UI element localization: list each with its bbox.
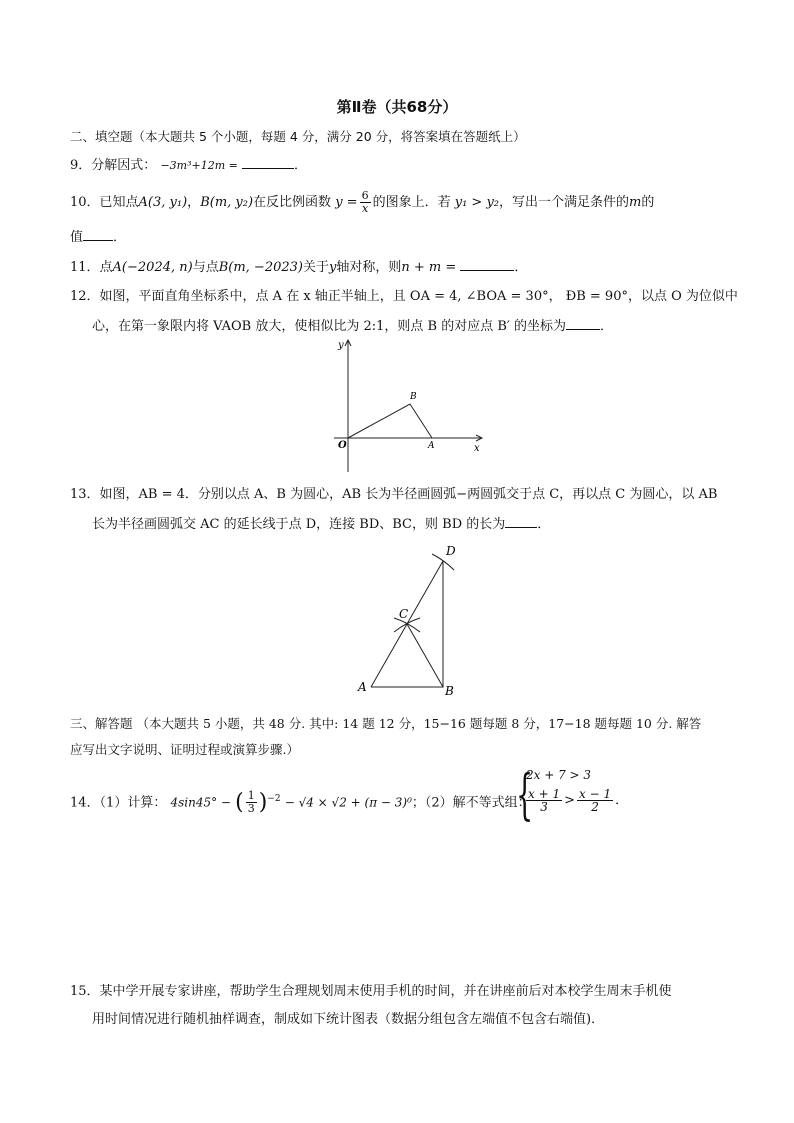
q10-text-e: 的	[641, 195, 655, 210]
label-a: A	[428, 441, 435, 451]
q14-ineq2-operator: >	[564, 793, 575, 808]
q10-text-line2: 值	[70, 230, 84, 245]
q11-point-b: B(m, −2023)	[218, 260, 303, 275]
q10-point-b: B(m, y₂)	[200, 195, 254, 210]
q14-expression-a: 4sin45° −	[170, 795, 231, 810]
q10-function-lhs: y =	[335, 195, 358, 210]
q14-number: 14．（1）计算：	[70, 795, 167, 811]
segment-cd	[407, 561, 443, 624]
q10-fraction-numerator: 6	[361, 189, 369, 202]
q10-text-c: 的图象上．若	[372, 195, 451, 210]
q10-answer-blank[interactable]	[83, 228, 113, 241]
question-10-line-1	[70, 190, 654, 215]
q11-text-b: 与点	[192, 260, 219, 275]
q14-fraction	[246, 790, 257, 815]
figure-12-coordinate-diagram	[328, 336, 488, 476]
q10-condition: y₁ > y₂	[454, 195, 500, 210]
label-o: O	[338, 440, 347, 451]
q11-axis: y	[329, 260, 337, 275]
section-3-heading-line-2: 应写出文字说明、证明过程或演算步骤.）	[70, 742, 299, 757]
label-d: D	[446, 544, 456, 558]
page-title: 第Ⅱ卷（共68分）	[336, 98, 458, 116]
q10-point-a: A(3, y₁)	[138, 195, 188, 210]
q14-separator: ；（2）解不等式组：	[411, 795, 531, 811]
brace-icon: {	[516, 763, 534, 826]
q14-inequality-1: 2x + 7 > 3	[526, 768, 592, 782]
q10-end: ．	[113, 230, 127, 245]
question-10-line-2	[70, 228, 126, 247]
q14-fraction-numerator: 1	[247, 789, 255, 803]
q10-variable-m: m	[629, 195, 642, 210]
q10-text-b: 在反比例函数	[253, 195, 332, 210]
q10-function-fraction	[360, 190, 371, 215]
q14-inequality-system	[516, 763, 656, 828]
q14-fraction-denominator: 3	[247, 802, 255, 816]
q13-end: ．	[537, 517, 551, 532]
q9-expression: −3m³+12m =	[160, 159, 238, 172]
label-c: C	[399, 607, 409, 621]
question-12-line-2	[92, 317, 613, 336]
q14-inequality-2	[524, 788, 628, 813]
question-11	[70, 258, 527, 277]
question-14: 14．（1）计算： 4sin45° − ( $\frac{1}{3}$ )$^{-2}$ − √4 × √2 + (π − 3)⁰；（2）解不等式组：	[70, 789, 531, 816]
question-12-line-1: 12．如图，平面直角坐标系中，点 A 在 x 轴正半轴上，且 OA = 4, ∠BOA = 30°， ÐB = 90°，以点 O 为位似中	[70, 289, 738, 304]
question-13-line-1: 13．如图，AB = 4．分别以点 A、B 为圆心，AB 长为半径画圆弧−两圆弧交于点 C，再以点 C 为圆心，以 AB	[70, 487, 718, 502]
label-a: A	[358, 680, 367, 694]
q10-text-a: 10．已知点	[70, 195, 139, 210]
triangle-abc	[371, 624, 443, 687]
question-15-line-1: 15．某中学开展专家讲座，帮助学生合理规划周末使用手机的时间，并在讲座前后对本校学生周末手机使	[70, 984, 672, 999]
q14-end: ．	[615, 793, 629, 808]
q11-end: ．	[514, 260, 528, 275]
label-y: y	[338, 340, 344, 351]
q14-ineq2-left-numerator: x + 1	[528, 787, 561, 801]
q12-end: ．	[600, 319, 614, 334]
q11-text-a: 11．点	[70, 260, 113, 275]
q13-answer-blank[interactable]	[505, 515, 537, 528]
q9-text: 分解因式：	[91, 158, 157, 173]
figure-13-construction-diagram	[350, 540, 470, 700]
q11-text-c: 关于	[302, 260, 329, 275]
q12-answer-blank[interactable]	[566, 317, 600, 330]
section-2-heading: 二、填空题（本大题共 5 个小题，每题 4 分，满分 20 分，将答案填在答题纸上）	[70, 129, 526, 144]
q14-exponent: −2	[267, 794, 281, 804]
q11-answer-blank[interactable]	[460, 258, 514, 271]
q9-answer-blank[interactable]	[242, 156, 294, 169]
label-b: B	[410, 392, 417, 402]
q11-point-a: A(−2024, n)	[112, 260, 193, 275]
q9-number: 9．	[70, 158, 92, 173]
q10-fraction-denominator: x	[361, 202, 369, 215]
q10-text-d: ，写出一个满足条件的	[499, 195, 630, 210]
q14-ineq2-left-denominator: 3	[540, 800, 548, 814]
q14-expression-b: − √4 × √2 + (π − 3)⁰	[284, 795, 412, 810]
q10-separator: ，	[187, 195, 201, 210]
q14-ineq2-right-numerator: x − 1	[579, 787, 612, 801]
section-3-heading-line-1: 三、解答题 （本大题共 5 小题，共 48 分. 其中: 14 题 12 分，15−16 题每题 8 分，17−18 题每题 10 分. 解答	[70, 716, 702, 731]
question-13-line-2	[92, 515, 550, 534]
question-9: 9．分解因式： −3m³+12m = ．	[70, 158, 308, 173]
question-15-line-2: 用时间情况进行随机抽样调查，制成如下统计图表（数据分组包含左端值不包含右端值)．	[92, 1012, 605, 1027]
label-b: B	[445, 684, 454, 698]
triangle-aob	[348, 404, 432, 438]
q11-expression: n + m =	[401, 260, 457, 275]
q12-text-line2: 心，在第一象限内将 VAOB 放大，使相似比为 2:1，则点 B 的对应点 B′ 的坐标为	[92, 319, 567, 334]
q13-text-line2: 长为半径画圆弧交 AC 的延长线于点 D，连接 BD、BC，则 BD 的长为	[92, 517, 506, 532]
q14-ineq2-right-denominator: 2	[591, 800, 599, 814]
q11-text-d: 轴对称，则	[336, 260, 402, 275]
label-x: x	[474, 443, 480, 454]
